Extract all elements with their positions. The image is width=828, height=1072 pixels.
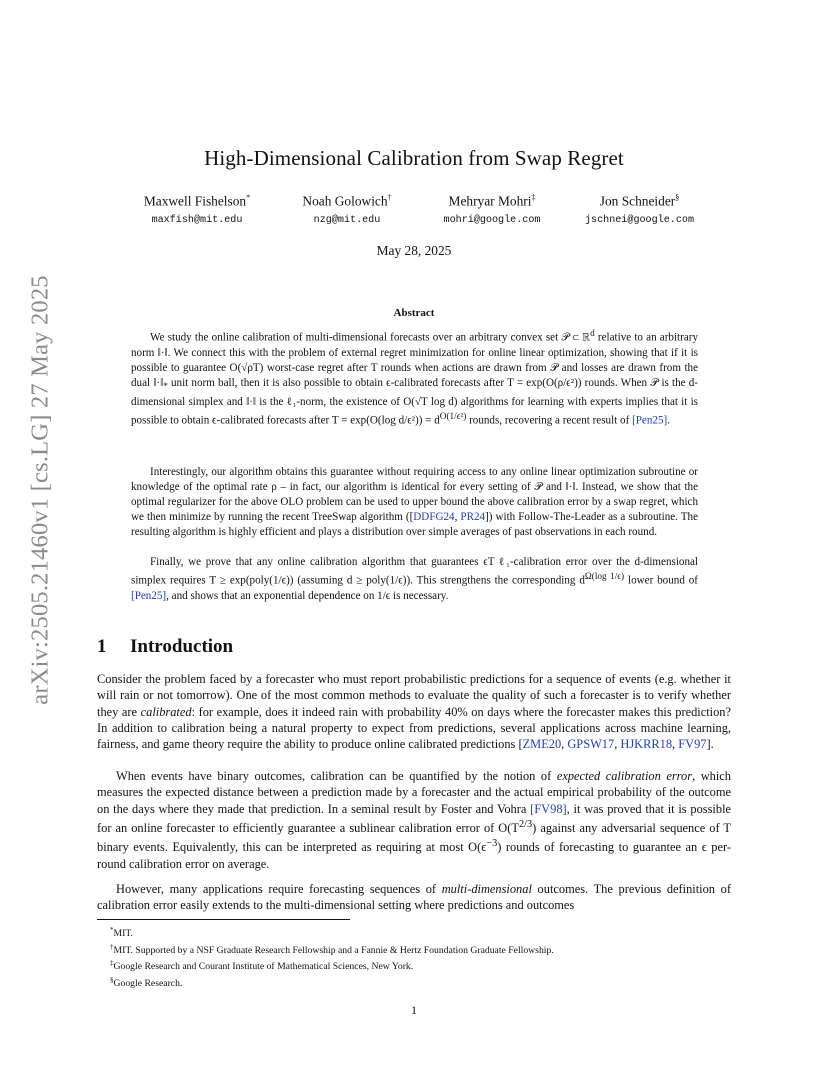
author-name: Maxwell Fishelson* bbox=[143, 193, 251, 209]
arxiv-identifier-text: arXiv:2505.21460v1 [cs.LG] 27 May 2025 bbox=[26, 275, 54, 705]
citation-link[interactable]: FV97 bbox=[678, 737, 707, 752]
page-number: 1 bbox=[411, 1003, 417, 1017]
publication-date: May 28, 2025 bbox=[376, 243, 452, 258]
citation-link[interactable]: PR24 bbox=[460, 511, 486, 523]
author-name: Noah Golowich† bbox=[302, 193, 392, 209]
footnote-divider bbox=[97, 919, 350, 920]
author-name: Jon Schneider§ bbox=[599, 193, 680, 209]
author-block bbox=[127, 193, 267, 226]
body-paragraph: When events have binary outcomes, calibration can be quantified by the notion of expected calibration error, which measures the expected distance between a prediction made by a forecaster and the actual empirical probability of the outcome on the days where they made that prediction. In a seminal result by Foster and Vohra [FV98], it was proved that it is possible for an online forecaster to efficiently guarantee a sublinear calibration error of $O(T^{2/3})$ against any adversarial sequence of T binary events. Equivalently, this can be interpreted as requiring at most $O(\epsilon^{-3})$ rounds of forecasting to guarantee an ϵ per-round calibration error on average. bbox=[97, 769, 732, 871]
footnote: ‡Google Research and Courant Institute of Mathematical Sciences, New York. bbox=[110, 959, 414, 973]
author-email: mohri@google.com bbox=[443, 215, 541, 227]
author-block bbox=[572, 193, 707, 226]
author-name: Mehryar Mohri‡ bbox=[448, 193, 536, 209]
abstract-paragraph: Interestingly, our algorithm obtains this guarantee without requiring access to any online linear optimization subroutine or knowledge of the optimal rate ρ – in fact, our algorithm is identical for every setting of 𝒫 and ‖·‖. Instead, we show that the optimal regularizer for the above OLO problem can be used to upper bound the above calibration error by a swap regret, which we then minimize by running the recent TreeSwap algorithm ([DDFG24, PR24]) with Follow-The-Leader as a subroutine. The resulting algorithm is highly efficient and plays a distribution over simple averages of past observations in each round. bbox=[131, 466, 699, 538]
author-email: jschnei@google.com bbox=[584, 215, 695, 227]
footnotes bbox=[110, 924, 730, 991]
abstract-paragraph: We study the online calibration of multi-dimensional forecasts over an arbitrary convex set 𝒫 ⊂ ℝ$^d$ relative to an arbitrary norm ‖·‖. We connect this with the problem of external regret minimization for online linear optimization, showing that if it is possible to guarantee O(√ρT) worst-case regret after T rounds when actions are drawn from 𝒫 and losses are drawn from the dual $‖\cdot‖_*$ unit norm ball, then it is also possible to obtain ϵ-calibrated forecasts after T = exp(O(ρ/ϵ²)) rounds. When 𝒫 is the d-dimensional simplex and ‖·‖ is the ℓ₁-norm, the existence of O(√T log d) algorithms for learning with experts implies that it is possible to obtain ϵ-calibrated forecasts after T = exp(O(log $d/\epsilon^2)) = d^{O(1/\epsilon^2)}$ rounds, recovering a recent result of [Pen25]. bbox=[131, 329, 698, 427]
abstract-heading: Abstract bbox=[393, 307, 435, 319]
footnote: *MIT. bbox=[110, 926, 133, 940]
section-number: 1 bbox=[97, 636, 107, 657]
body-paragraph: However, many applications require forecasting sequences of multi-dimensional outcomes. The previous definition of calibration error easily extends to the multi-dimensional setting where predictions and outcomes bbox=[97, 882, 731, 913]
author-email: maxfish@mit.edu bbox=[151, 215, 243, 227]
author-block bbox=[427, 193, 557, 226]
footnote: †MIT. Supported by a NSF Graduate Research Fellowship and a Fannie & Hertz Foundation Graduate Fellowship. bbox=[110, 942, 554, 956]
author-block bbox=[287, 193, 407, 226]
paper-title: High-Dimensional Calibration from Swap Regret bbox=[204, 146, 624, 170]
arxiv-identifier-stamp bbox=[23, 250, 58, 730]
citation-link[interactable]: [Pen25] bbox=[632, 414, 668, 427]
citation-link[interactable]: GPSW17 bbox=[567, 737, 615, 752]
citation-link[interactable]: ZME20 bbox=[522, 737, 562, 752]
body-paragraph: Consider the problem faced by a forecaster who must report probabilistic predictions for a sequence of events (e.g. whether it will rain or not tomorrow). One of the most common methods to evaluate the quality of such a forecaster is to verify whether they are calibrated: for example, does it indeed rain with probability 40% on days where the forecaster makes this prediction? In addition to calibration being a natural property to expect from predictions, several applications across machine learning, fairness, and game theory require the ability to produce online calibrated predictions [ZME20, GPSW17, HJKRR18, FV97]. bbox=[97, 672, 731, 752]
citation-link[interactable]: [FV98] bbox=[530, 801, 567, 816]
citation-link[interactable]: [Pen25] bbox=[131, 589, 167, 602]
section-title: Introduction bbox=[130, 636, 234, 657]
author-email: nzg@mit.edu bbox=[313, 215, 381, 227]
section-heading bbox=[97, 636, 233, 658]
citation-link[interactable]: DDFG24 bbox=[413, 511, 455, 523]
citation-link[interactable]: HJKRR18 bbox=[620, 737, 673, 752]
footnote: §Google Research. bbox=[110, 976, 183, 990]
abstract-paragraph: Finally, we prove that any online calibration algorithm that guarantees ϵT ℓ₁-calibration error over the d-dimensional simplex requires T ≥ exp(poly(1/ϵ)) (assuming d ≥ poly(1/ϵ)). This strengthens the corresponding $d^{\Omega(log 1/\epsilon)}$ lower bound of [Pen25], and shows that an exponential dependence on 1/ϵ is necessary. bbox=[131, 556, 698, 602]
